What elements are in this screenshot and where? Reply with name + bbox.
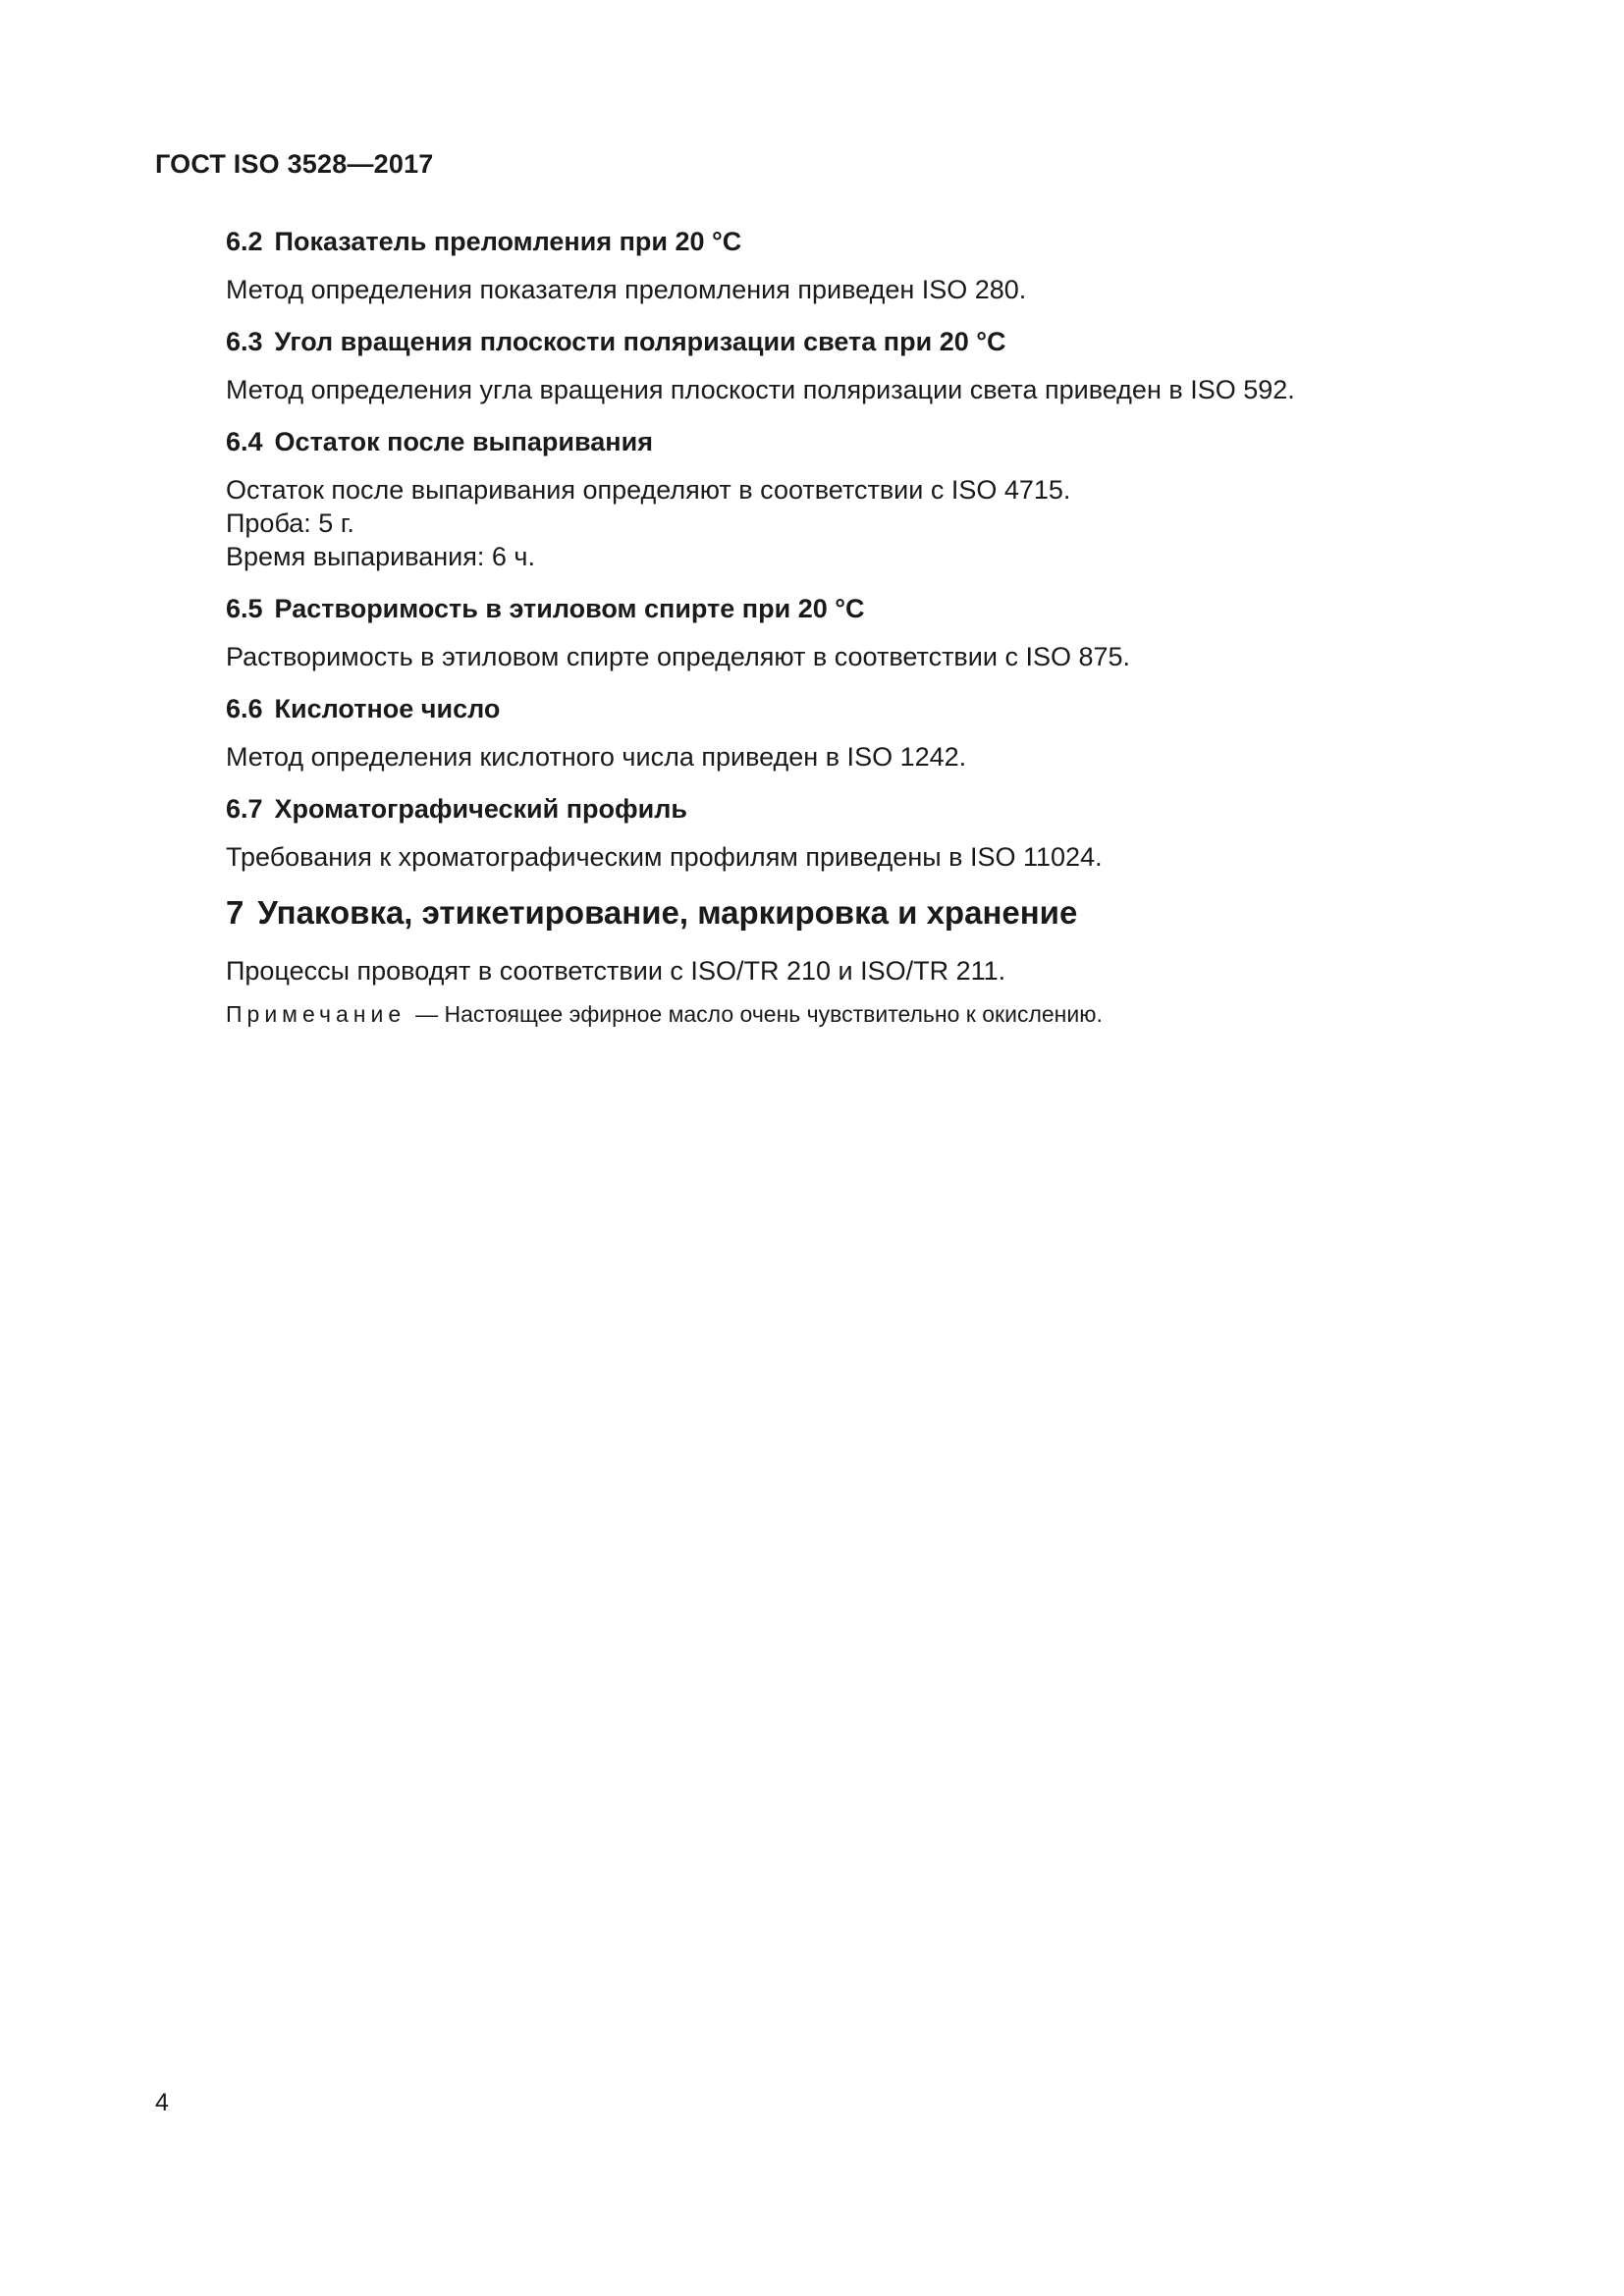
subsection-title: Растворимость в этиловом спирте при 20 °С	[274, 594, 865, 623]
page-number: 4	[155, 2089, 169, 2116]
subsection-6-5	[226, 591, 1453, 673]
paragraph-line: Метод определения кислотного числа приведен в ISO 1242.	[226, 742, 967, 772]
subsection-title: Показатель преломления при 20 °С	[274, 227, 742, 256]
subsection-number: 6.2	[226, 227, 263, 256]
subsection-6-7	[226, 791, 1453, 874]
paragraph-line: Время выпаривания: 6 ч.	[226, 542, 535, 571]
subsection-6-3	[226, 324, 1453, 406]
subsection-number: 6.4	[226, 427, 263, 456]
subsection-6-2	[226, 224, 1453, 306]
section-paragraph: Процессы проводят в соответствии с ISO/TR 210 и ISO/TR 211.	[226, 956, 1006, 986]
document-body	[226, 224, 1453, 1029]
subsection-6-4	[226, 424, 1453, 573]
subsection-paragraph	[226, 473, 1453, 573]
note-label: Примечание	[226, 1001, 406, 1027]
subsection-paragraph	[226, 740, 1453, 774]
subsection-title: Угол вращения плоскости поляризации света при 20 °С	[274, 327, 1006, 356]
subsection-paragraph	[226, 640, 1453, 673]
subsection-paragraph	[226, 273, 1453, 306]
subsection-title: Остаток после выпаривания	[274, 427, 653, 456]
subsection-title: Кислотное число	[274, 694, 501, 723]
subsection-paragraph	[226, 840, 1453, 874]
section-number: 7	[226, 894, 244, 931]
subsection-heading	[226, 791, 1453, 827]
subsection-6-6	[226, 691, 1453, 774]
subsection-number: 6.5	[226, 594, 263, 623]
subsection-paragraph	[226, 373, 1453, 406]
paragraph-line: Требования к хроматографическим профилям приведены в ISO 11024.	[226, 842, 1103, 872]
paragraph-line: Метод определения угла вращения плоскости поляризации света приведен в ISO 592.	[226, 375, 1295, 404]
subsection-number: 6.6	[226, 694, 263, 723]
subsection-heading	[226, 224, 1453, 259]
subsection-number: 6.7	[226, 794, 263, 824]
paragraph-line: Остаток после выпаривания определяют в соответствии с ISO 4715.	[226, 475, 1071, 505]
section-title: Упаковка, этикетирование, маркировка и хранение	[257, 894, 1078, 931]
document-code-header: ГОСТ ISO 3528—2017	[155, 149, 434, 179]
subsection-heading	[226, 424, 1453, 459]
paragraph-line: Растворимость в этиловом спирте определяют в соответствии с ISO 875.	[226, 642, 1131, 671]
note-text: — Настоящее эфирное масло очень чувствительно к окислению.	[415, 1001, 1103, 1027]
subsection-number: 6.3	[226, 327, 263, 356]
note	[226, 999, 1453, 1029]
subsection-title: Хроматографический профиль	[274, 794, 687, 824]
paragraph-line: Проба: 5 г.	[226, 508, 354, 538]
subsection-heading	[226, 324, 1453, 359]
paragraph-line: Метод определения показателя преломления приведен ISO 280.	[226, 275, 1027, 304]
section-heading	[226, 891, 1453, 934]
subsection-heading	[226, 591, 1453, 626]
section-7	[226, 891, 1453, 1029]
subsection-heading	[226, 691, 1453, 726]
